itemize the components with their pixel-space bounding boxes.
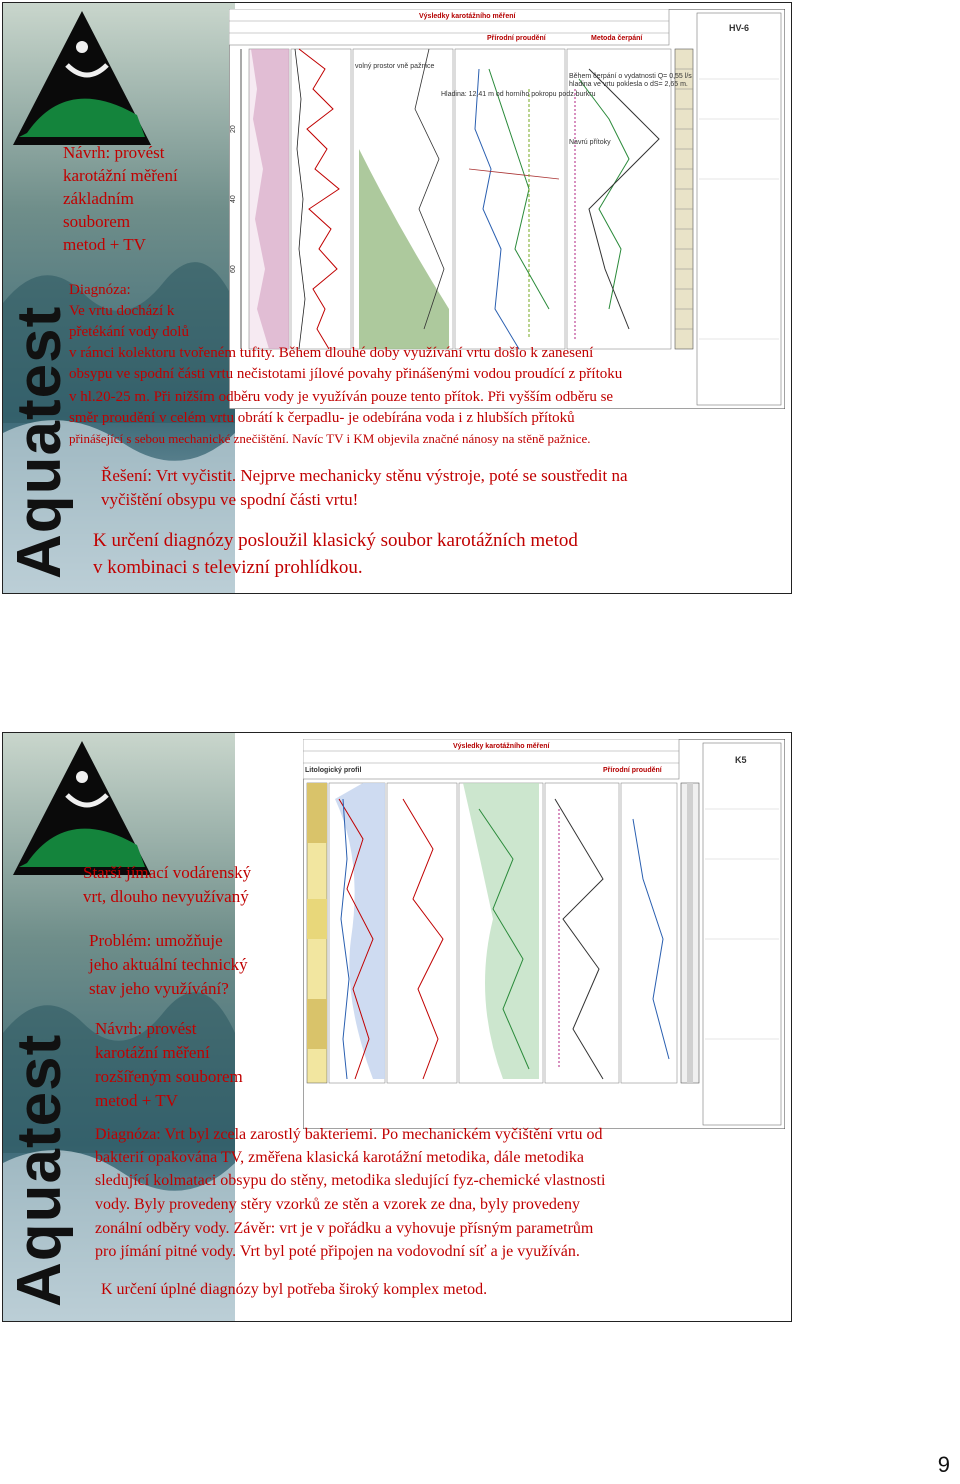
- chart-annotation-pump-1: Během čerpání o vydatnosti Q= 0,55 l/s: [569, 73, 692, 80]
- diagnosis-line-4: obsypu ve spodní části vrtu nečistotami jílové povahy přinášenými vodou proudící z přítoku: [69, 366, 623, 382]
- diagnosis-line-1: Diagnóza: Vrt byl zcela zarostlý bakteriemi. Po mechanickém vyčištění vrtu od: [95, 1126, 603, 1143]
- diagnosis-line-3: sledující kolmataci obsypu do stěny, metodika sledující fyz-chemické vlastnosti: [95, 1172, 606, 1189]
- svg-text:20: 20: [230, 125, 237, 133]
- chart-annotation-casing: volný prostor vně pažnice: [355, 63, 435, 70]
- diagnosis-line-6: pro jímání pitné vody. Vrt byl poté připojen na vodovodní síť a je využíván.: [95, 1243, 580, 1260]
- chart-annotation-inflow: Navrú přítoky: [569, 139, 611, 146]
- diagnosis-line-2: bakterií opakována TV, změřena klasická karotážní metodika, dále metodika: [95, 1149, 584, 1166]
- proposal-line-4: metod + TV: [95, 1091, 178, 1110]
- problem-line-1: Problém: umožňuje: [89, 931, 223, 950]
- conclusion-line-1: K určení diagnózy posloužil klasický soubor karotážních metod: [93, 530, 578, 551]
- slide-1: Aquatest 20 40 60 Výsledky karotážního měření Přírodní proudění Metoda čerpání HV-6 volný prostor vně pažnice Hladina: 12,41 m od horního pokropu podz.burkru Během čerpání o vydatnosti Q= 0,55 l/s hladina ve vrtu poklesla o dS= 2,65 m. Navrú přítoky Návrh: provést karotážní měření základním souborem metod + TV Diagnóza: Ve vrtu dochází k přetékání vody dolů v rámci kolektoru tvořeném tufity. Během dlouhé doby využívání vrtu došlo k zanesení obsypu ve spodní části vrtu nečistotami jílové povahy přinášenými vodou proudící z přítoku v hl.20-25 m. Při nižším odběru vody je využíván pouze tento přítok. Při vyšším odběru se směr proudění v celém vrtu obrátí k čerpadlu- je odebírána voda i z hlubších přítoků přinášející s sebou mechanické znečištění. Navíc TV i KM objevila značné nánosy na stěně pažnice. Řešení: Vrt vyčistit. Nejprve mechanicky stěnu výstroje, poté se soustředit na vyčištění obsypu ve spodní části vrtu! K určení diagnózy posloužil klasický soubor karotážních metod v kombinaci s televizní prohlídkou.: [2, 2, 792, 594]
- well-log-chart: [303, 739, 785, 1129]
- intro-line-1: Starší jímací vodárenský: [83, 863, 252, 882]
- chart-col-natural: Přírodní proudění: [487, 35, 546, 42]
- diagnosis-line-1: Ve vrtu dochází k: [69, 303, 175, 319]
- diagnosis-line-7: přinášející s sebou mechanické znečištění. Navíc TV i KM objevila značné nánosy na stěně pažnice.: [69, 431, 591, 446]
- diagnosis-line-4: vody. Byly provedeny stěry vzorků ze stěn a vzorek ze dna, byly provedeny: [95, 1196, 581, 1213]
- diagnosis-line-3: v rámci kolektoru tvořeném tufity. Během dlouhé doby využívání vrtu došlo k zanesení: [69, 345, 594, 361]
- log-chart-graphic: [303, 739, 785, 1129]
- proposal-line-5: metod + TV: [63, 235, 146, 254]
- svg-text:60: 60: [230, 265, 237, 273]
- solution-line-1: Řešení: Vrt vyčistit. Nejprve mechanicky stěnu výstroje, poté se soustředit na: [101, 466, 628, 485]
- slide-2: Aquatest Výsledky karotážního měření Přírodní proudění Litologický profil K5 Starší jímací vodárenský vrt, dlouho nevyužívaný Problém: umožňuje jeho aktuální technický stav jeho využívání? Návrh: provést karotážní měření rozšířeným souborem metod + TV Diagnóza: Vrt byl zcela zarostlý bakteriemi. Po mechanickém vyčištění vrtu od bakterií opakována TV, změřena klasická karotážní metodika, dále metodika sledující kolmataci obsypu do stěny, metodika sledující fyz-chemické vlastnosti vody. Byly provedeny stěry vzorků ze stěn a vzorek ze dna, byly provedeny zonální odběry vody. Závěr: vrt je v pořádku a vyhovuje přísným parametrům pro jímání pitné vody. Vrt byl poté připojen na vodovodní síť a je využíván. K určení úplné diagnózy byl potřeba široký komplex metod.: [2, 732, 792, 1322]
- diagnosis-line-5: v hl.20-25 m. Při nižším odběru vody je využíván pouze tento přítok. Při vyšším odběru se: [69, 389, 614, 405]
- proposal-line-4: souborem: [63, 212, 131, 231]
- proposal-line-1: Návrh: provést: [63, 143, 165, 162]
- diagnosis-line-6: směr proudění v celém vrtu obrátí k čerpadlu- je odebírána voda i z hlubších přítoků: [69, 410, 575, 426]
- diagnosis-line-2: přetékání vody dolů: [69, 324, 189, 340]
- conclusion-line-2: v kombinaci s televizní prohlídkou.: [93, 557, 363, 578]
- chart-col-pumping: Metoda čerpání: [591, 35, 643, 42]
- proposal-line-3: základním: [63, 189, 134, 208]
- diagnosis-heading: Diagnóza:: [69, 282, 131, 298]
- proposal-line-2: karotážní měření: [95, 1043, 210, 1062]
- chart-col-litho: Litologický profil: [305, 767, 362, 774]
- conclusion-line-1: K určení úplné diagnózy byl potřeba široký komplex metod.: [101, 1281, 488, 1298]
- chart-header-title: Výsledky karotážního měření: [419, 13, 516, 20]
- chart-annotation-level: Hladina: 12,41 m od horního pokropu podz.burkru: [441, 91, 596, 98]
- intro-line-2: vrt, dlouho nevyužívaný: [83, 887, 249, 906]
- proposal-line-1: Návrh: provést: [95, 1019, 197, 1038]
- proposal-line-2: karotážní měření: [63, 166, 178, 185]
- chart-header-title: Výsledky karotážního měření: [453, 743, 550, 750]
- solution-line-2: vyčištění obsypu ve spodní části vrtu!: [101, 490, 359, 509]
- aquatest-logo-icon: [7, 5, 157, 155]
- chart-well-id: HV-6: [729, 23, 750, 33]
- proposal-line-3: rozšířeným souborem: [95, 1067, 243, 1086]
- problem-line-3: stav jeho využívání?: [89, 979, 229, 998]
- chart-well-id: K5: [735, 755, 747, 765]
- chart-annotation-pump-2: hladina ve vrtu poklesla o dS= 2,65 m.: [569, 81, 688, 88]
- chart-col-natural: Přírodní proudění: [603, 767, 662, 774]
- problem-line-2: jeho aktuální technický: [89, 955, 248, 974]
- diagnosis-line-5: zonální odběry vody. Závěr: vrt je v pořádku a vyhovuje přísným parametrům: [95, 1220, 594, 1237]
- page-number: 9: [937, 1452, 950, 1477]
- svg-text:40: 40: [230, 195, 237, 203]
